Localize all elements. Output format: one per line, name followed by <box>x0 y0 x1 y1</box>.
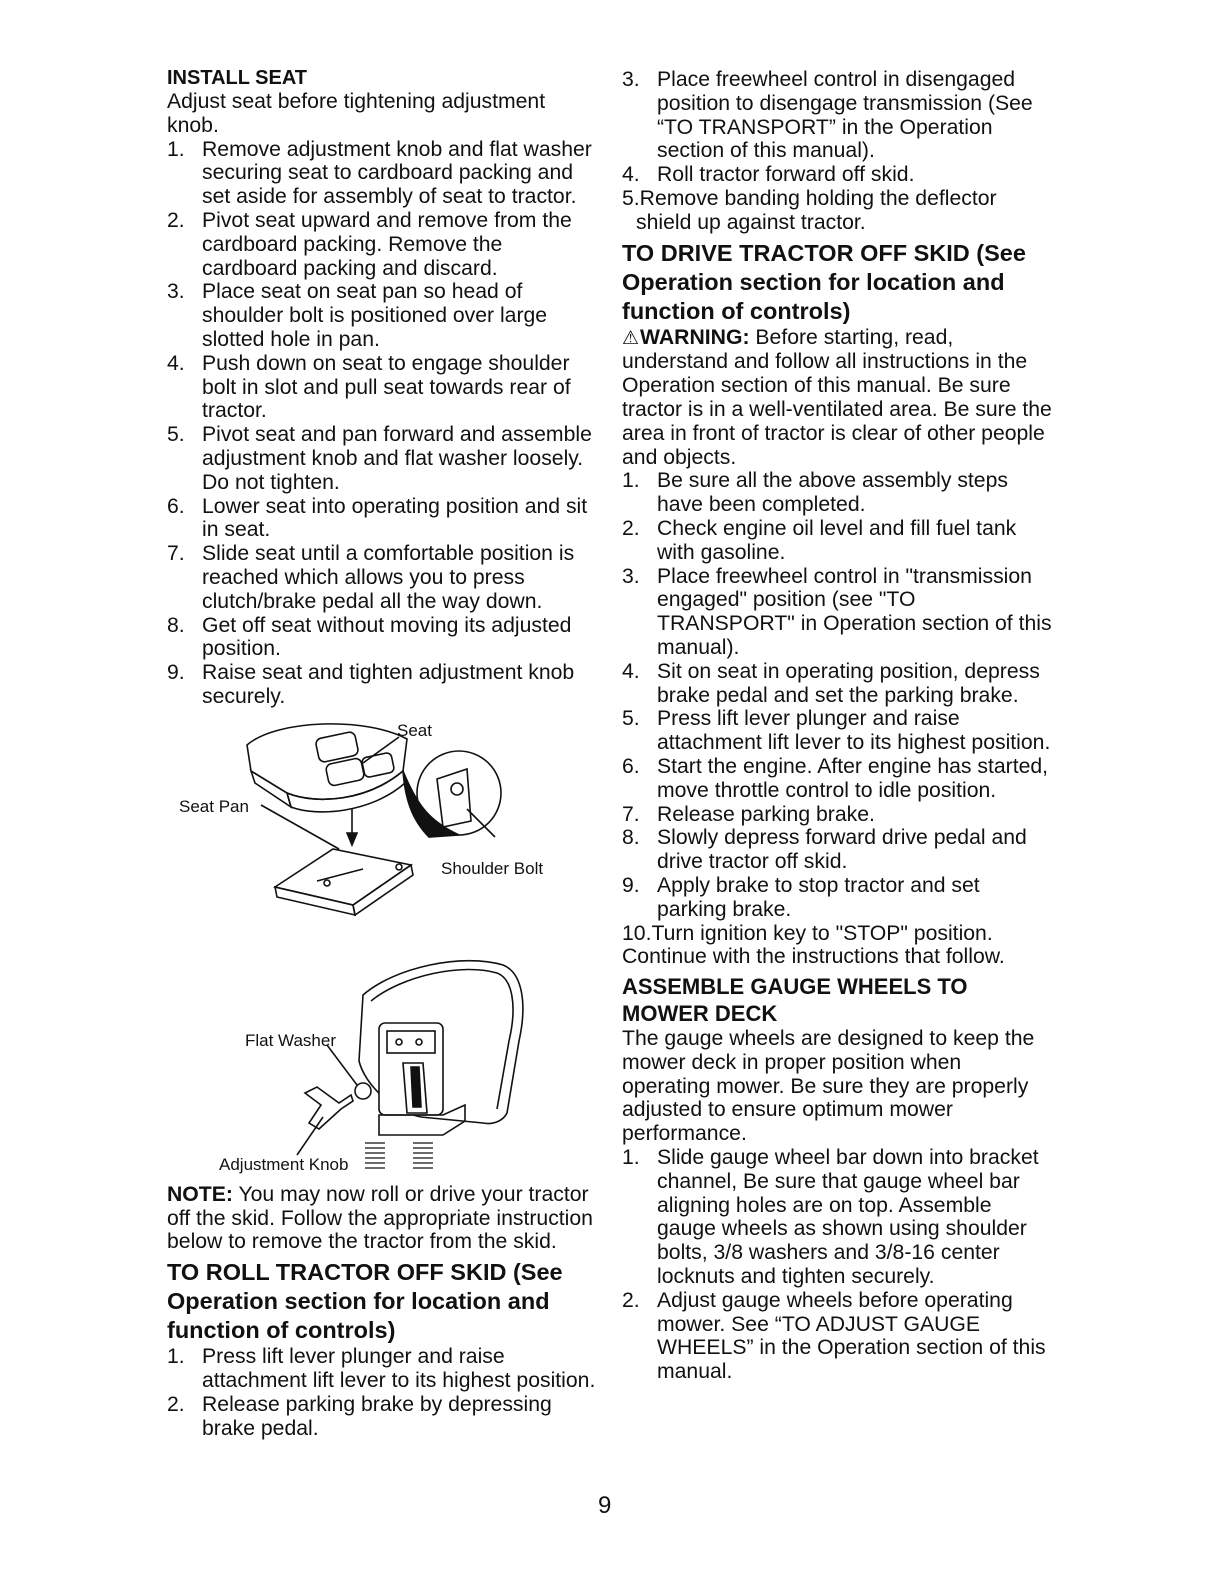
seat-diagram <box>167 709 599 945</box>
list-item: 6. Lower seat into operating position and sit in seat. <box>167 494 588 542</box>
list-item: 2. Pivot seat upward and remove from the cardboard packing. Remove the cardboard packing and discard. <box>167 208 572 280</box>
list-item: 4. Sit on seat in operating position, depress brake pedal and set the parking brake. <box>622 659 1040 707</box>
note-text: You may now roll or drive your tractor off the skid. Follow the appropriate instruction below to remove the tractor from the skid. <box>167 1182 593 1254</box>
label-flat-washer: Flat Washer <box>245 1030 337 1050</box>
list-item: 2. Adjust gauge wheels before operating mower. See “TO ADJUST GAUGE WHEELS” in the Operation section of this manual. <box>622 1288 1046 1384</box>
list-item: 7. Release parking brake. <box>622 802 875 826</box>
washer-illustration <box>167 945 599 1183</box>
list-item: 5.Remove banding holding the deflector shield up against tractor. <box>622 186 997 234</box>
list-item: 9. Raise seat and tighten adjustment knob securely. <box>167 661 575 708</box>
list-item: 7. Slide seat until a comfortable position is reached which allows you to press clutch/brake pedal all the way down. <box>167 542 575 613</box>
list-item: 3. Place freewheel control in disengaged position to disengage transmission (See “TO TRANSPORT” in the Operation section of this manual). <box>622 68 1033 163</box>
list-item: 8. Get off seat without moving its adjusted position. <box>167 613 572 661</box>
gauge-wheels-steps <box>622 1146 1054 1384</box>
list-item: 5. Pivot seat and pan forward and assemble adjustment knob and flat washer loosely. Do not tighten. <box>167 423 592 494</box>
list-item: 1. Slide gauge wheel bar down into bracket channel, Be sure that gauge wheel bar aligning holes are on top. Assemble gauge wheels as shown using shoulder bolts, 3/8 washers and 3/8-16 center locknuts and tighten securely. <box>622 1146 1039 1289</box>
list-item: 9. Apply brake to stop tractor and set parking brake. <box>622 873 980 921</box>
list-item: 4. Push down on seat to engage shoulder bolt in slot and pull seat towards rear of tractor. <box>167 351 571 423</box>
drive-tractor-heading: TO DRIVE TRACTOR OFF SKID (See Operation section for location and function of controls) <box>622 239 1026 324</box>
continue-text: Continue with the instructions that follow. <box>622 945 1005 969</box>
seat-illustration <box>167 709 599 945</box>
list-item: 1. Be sure all the above assembly steps have been completed. <box>622 469 1008 517</box>
roll-tractor-steps-right <box>622 68 1054 187</box>
list-item: 3. Place freewheel control in "transmission engaged" position (see "TO TRANSPORT" in Operation section of this manual). <box>622 564 1052 659</box>
roll-tractor-steps-left <box>167 1345 599 1440</box>
label-seat: Seat <box>397 720 432 740</box>
roll-tractor-heading: TO ROLL TRACTOR OFF SKID (See Operation section for location and function of controls) <box>167 1259 563 1344</box>
gauge-wheels-intro: The gauge wheels are designed to keep the mower deck in proper position when operating mower. Be sure they are properly adjusted to ensure optimum mower performance. <box>622 1027 1035 1146</box>
note-paragraph <box>167 1183 599 1254</box>
warning-label: WARNING: <box>640 325 750 349</box>
roll-tractor-step-5 <box>622 187 1054 235</box>
note-label: NOTE: <box>167 1182 233 1206</box>
list-item: 6. Start the engine. After engine has started, move throttle control to idle position. <box>622 754 1049 802</box>
page-number: 9 <box>598 1492 612 1519</box>
left-column <box>167 66 599 1440</box>
list-item: 1. Press lift lever plunger and raise attachment lift lever to its highest position. <box>167 1345 596 1392</box>
list-item: 3. Place seat on seat pan so head of shoulder bolt is positioned over large slotted hole in pan. <box>167 280 548 351</box>
list-item: 2. Check engine oil level and fill fuel tank with gasoline. <box>622 516 1017 564</box>
list-item: 8. Slowly depress forward drive pedal and drive tractor off skid. <box>622 826 1027 874</box>
list-item: 1. Remove adjustment knob and flat washer securing seat to cardboard packing and set aside for assembly of seat to tractor. <box>167 137 592 209</box>
warning-text: Before starting, read, understand and follow all instructions in the Operation section of this manual. Be sure tractor is in a well-ventilated area. Be sure the area in front of tractor is clear of other people and objects. <box>622 325 1052 469</box>
install-seat-intro: Adjust seat before tightening adjustment knob. <box>167 90 546 137</box>
label-shoulder-bolt: Shoulder Bolt <box>441 858 544 878</box>
gauge-wheels-heading: ASSEMBLE GAUGE WHEELS TO MOWER DECK <box>622 974 968 1027</box>
washer-diagram <box>167 945 599 1183</box>
drive-tractor-steps <box>622 469 1054 921</box>
label-seat-pan: Seat Pan <box>179 796 249 816</box>
list-item: 5. Press lift lever plunger and raise attachment lift lever to its highest position. <box>622 707 1051 755</box>
drive-step-10: 10.Turn ignition key to "STOP" position. <box>622 921 993 945</box>
list-item: 4. Roll tractor forward off skid. <box>622 163 915 187</box>
warning-icon: ⚠ <box>622 327 640 349</box>
list-item: 2. Release parking brake by depressing brake pedal. <box>167 1392 552 1440</box>
label-adjustment-knob: Adjustment Knob <box>219 1154 349 1174</box>
warning-paragraph <box>622 326 1054 470</box>
install-seat-steps <box>167 138 599 709</box>
right-column <box>622 68 1054 1384</box>
install-seat-heading: INSTALL SEAT <box>167 67 307 89</box>
